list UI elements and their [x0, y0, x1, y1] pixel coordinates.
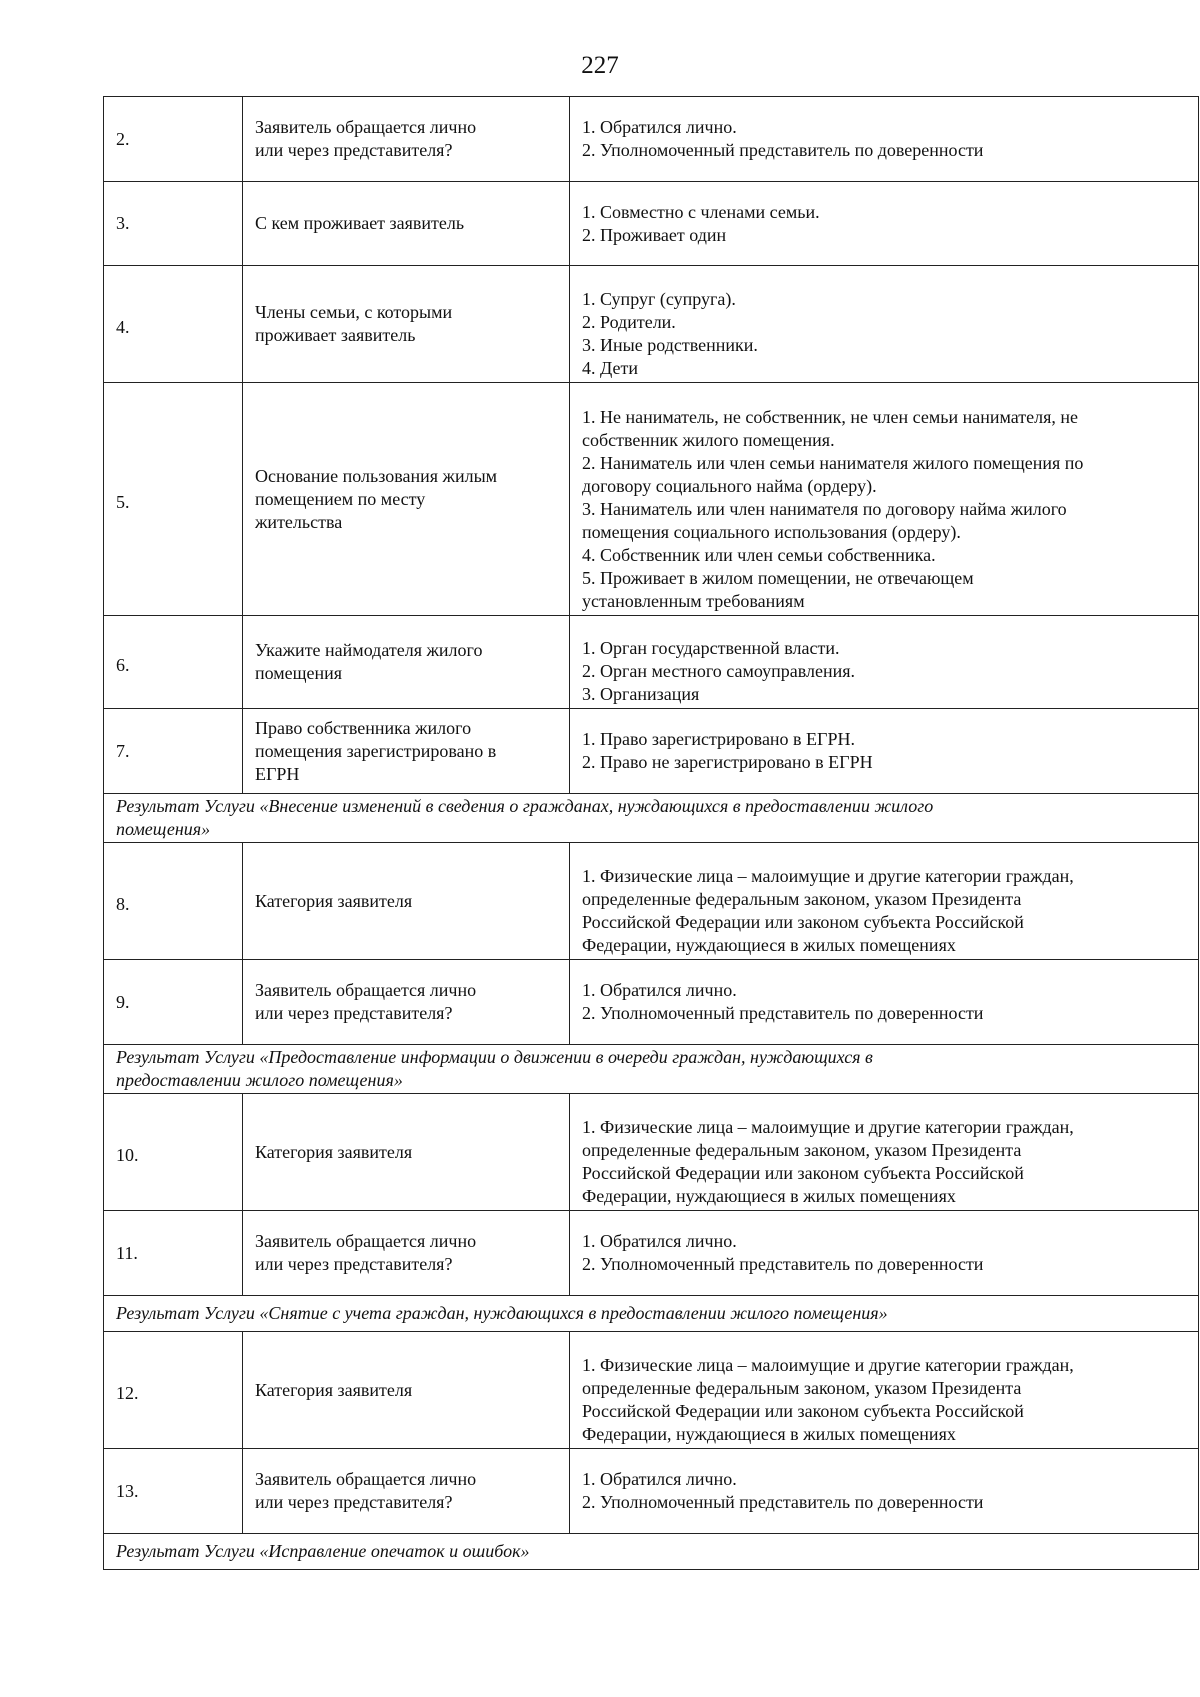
answer-option: 2. Проживает один [582, 224, 727, 245]
row-number: 4. [104, 266, 243, 383]
answer-option: 1. Орган государственной власти. [582, 638, 840, 658]
section-title-line: Результат Услуги «Снятие с учета граждан, нуждающихся в предоставлении жилого помещения» [116, 1303, 888, 1323]
question-line: Основание пользования жилым [255, 465, 498, 486]
answer-option: установленным требованиям [582, 591, 805, 611]
question-cell [243, 709, 570, 794]
row-number: 3. [104, 182, 243, 266]
answer-option: 2. Уполномоченный представитель по доверенности [582, 1254, 984, 1274]
question-line: Члены семьи, с которыми [255, 302, 453, 322]
answer-option: 2. Родители. [582, 312, 676, 332]
row-number: 8. [104, 843, 243, 960]
question-line: помещения [255, 663, 343, 683]
answer-option: определенные федеральным законом, указом Президента [582, 1378, 1022, 1398]
answer-option: собственник жилого помещения. [582, 430, 835, 450]
answer-option: Российской Федерации или законом субъекта Российской [582, 1163, 1024, 1183]
answer-option: 1. Не наниматель, не собственник, не член семьи нанимателя, не [582, 407, 1078, 427]
answer-options-cell [570, 266, 1199, 383]
question-line: Категория заявителя [255, 1141, 413, 1162]
answer-options-cell [570, 1332, 1199, 1449]
question-line: Заявитель обращается лично [255, 980, 477, 1000]
answer-option: 1. Совместно с членами семьи. [582, 201, 820, 222]
answer-option: Российской Федерации или законом субъекта Российской [582, 1401, 1024, 1421]
answer-option: 2. Наниматель или член семьи нанимателя жилого помещения по [582, 453, 1084, 473]
answer-option: 2. Уполномоченный представитель по доверенности [582, 1003, 984, 1023]
answer-option: 2. Уполномоченный представитель по доверенности [582, 140, 984, 160]
table-row [104, 97, 1199, 182]
answer-option: Российской Федерации или законом субъекта Российской [582, 912, 1024, 932]
table-row [104, 182, 1199, 266]
answer-option: 3. Иные родственники. [582, 335, 758, 355]
answer-options-cell [570, 843, 1199, 960]
question-line: или через представителя? [255, 140, 453, 160]
criteria-table-body [104, 97, 1199, 1570]
answer-option: 4. Собственник или член семьи собственника. [582, 545, 936, 565]
question-line: ЕГРН [255, 763, 300, 784]
answer-options-cell [570, 1211, 1199, 1296]
table-row [104, 383, 1199, 616]
answer-option: 2. Орган местного самоуправления. [582, 661, 856, 681]
question-line: проживает заявитель [255, 325, 416, 345]
row-number: 5. [104, 383, 243, 616]
question-cell [243, 1094, 570, 1211]
table-row [104, 1094, 1199, 1211]
question-cell [243, 182, 570, 266]
section-header-row [104, 1045, 1199, 1094]
answer-option: 1. Супруг (супруга). [582, 289, 736, 309]
answer-options-cell [570, 709, 1199, 794]
question-cell [243, 383, 570, 616]
question-line: или через представителя? [255, 1003, 453, 1023]
answer-options-cell [570, 1449, 1199, 1534]
question-line: жительства [255, 511, 343, 532]
answer-options-cell [570, 1094, 1199, 1211]
row-number: 10. [104, 1094, 243, 1211]
section-title [104, 794, 1199, 843]
section-header-row [104, 1296, 1199, 1332]
row-number: 7. [104, 709, 243, 794]
section-title [104, 1534, 1199, 1570]
row-number: 2. [104, 97, 243, 182]
question-cell [243, 266, 570, 383]
answer-option: 1. Обратился лично. [582, 1469, 737, 1489]
question-line: Заявитель обращается лично [255, 1231, 477, 1251]
row-number: 9. [104, 960, 243, 1045]
section-title-line: Результат Услуги «Внесение изменений в сведения о гражданах, нуждающихся в предоставлении жилого [116, 796, 934, 816]
answer-option: договору социального найма (ордеру). [582, 476, 877, 496]
row-number: 12. [104, 1332, 243, 1449]
answer-option: 2. Уполномоченный представитель по доверенности [582, 1492, 984, 1512]
question-cell [243, 843, 570, 960]
table-row [104, 1332, 1199, 1449]
answer-option: Федерации, нуждающиеся в жилых помещениях [582, 1424, 956, 1444]
question-line: Заявитель обращается лично [255, 1469, 477, 1489]
answer-options-cell [570, 616, 1199, 709]
answer-option: 4. Дети [582, 358, 638, 378]
question-line: помещения зарегистрировано в [255, 740, 497, 761]
answer-option: 5. Проживает в жилом помещении, не отвечающем [582, 568, 974, 588]
section-title-line: предоставлении жилого помещения» [116, 1070, 403, 1090]
answer-option: помещения социального использования (ордеру). [582, 522, 961, 542]
question-line: или через представителя? [255, 1492, 453, 1512]
table-row [104, 266, 1199, 383]
answer-option: 1. Обратился лично. [582, 980, 737, 1000]
answer-option: 3. Организация [582, 684, 700, 704]
section-title-line: помещения» [116, 819, 211, 839]
answer-option: 1. Физические лица – малоимущие и другие категории граждан, [582, 866, 1074, 886]
answer-option: Федерации, нуждающиеся в жилых помещениях [582, 1186, 956, 1206]
answer-options-cell [570, 383, 1199, 616]
question-line: Право собственника жилого [255, 717, 472, 738]
criteria-table [103, 96, 1199, 1570]
answer-option: 1. Физические лица – малоимущие и другие категории граждан, [582, 1355, 1074, 1375]
question-line: С кем проживает заявитель [255, 213, 465, 233]
answer-options-cell [570, 97, 1199, 182]
answer-options-cell [570, 182, 1199, 266]
answer-option: 1. Обратился лично. [582, 1231, 737, 1251]
section-title [104, 1296, 1199, 1332]
table-row [104, 1211, 1199, 1296]
table-row [104, 843, 1199, 960]
question-line: Категория заявителя [255, 1379, 413, 1400]
answer-option: определенные федеральным законом, указом Президента [582, 1140, 1022, 1160]
section-header-row [104, 794, 1199, 843]
table-row [104, 1449, 1199, 1534]
question-line: или через представителя? [255, 1254, 453, 1274]
question-line: Укажите наймодателя жилого [255, 640, 483, 660]
answer-option: 1. Обратился лично. [582, 117, 737, 137]
question-cell [243, 960, 570, 1045]
question-line: Категория заявителя [255, 890, 413, 911]
row-number: 13. [104, 1449, 243, 1534]
answer-option: 1. Физические лица – малоимущие и другие категории граждан, [582, 1117, 1074, 1137]
answer-options-cell [570, 960, 1199, 1045]
section-title [104, 1045, 1199, 1094]
table-row [104, 960, 1199, 1045]
answer-option: 2. Право не зарегистрировано в ЕГРН [582, 752, 873, 772]
question-line: Заявитель обращается лично [255, 117, 477, 137]
table-row [104, 616, 1199, 709]
question-line: помещением по месту [255, 488, 426, 509]
row-number: 6. [104, 616, 243, 709]
row-number: 11. [104, 1211, 243, 1296]
page-number: 227 [581, 52, 619, 79]
section-title-line: Результат Услуги «Предоставление информации о движении в очереди граждан, нуждающихся в [116, 1047, 873, 1067]
question-cell [243, 97, 570, 182]
answer-option: определенные федеральным законом, указом Президента [582, 889, 1022, 909]
question-cell [243, 1449, 570, 1534]
table-row [104, 709, 1199, 794]
question-cell [243, 1332, 570, 1449]
section-header-row [104, 1534, 1199, 1570]
section-title-line: Результат Услуги «Исправление опечаток и ошибок» [116, 1541, 530, 1561]
answer-option: 1. Право зарегистрировано в ЕГРН. [582, 729, 855, 749]
question-cell [243, 1211, 570, 1296]
answer-option: Федерации, нуждающиеся в жилых помещениях [582, 935, 956, 955]
answer-option: 3. Наниматель или член нанимателя по договору найма жилого [582, 499, 1067, 519]
question-cell [243, 616, 570, 709]
